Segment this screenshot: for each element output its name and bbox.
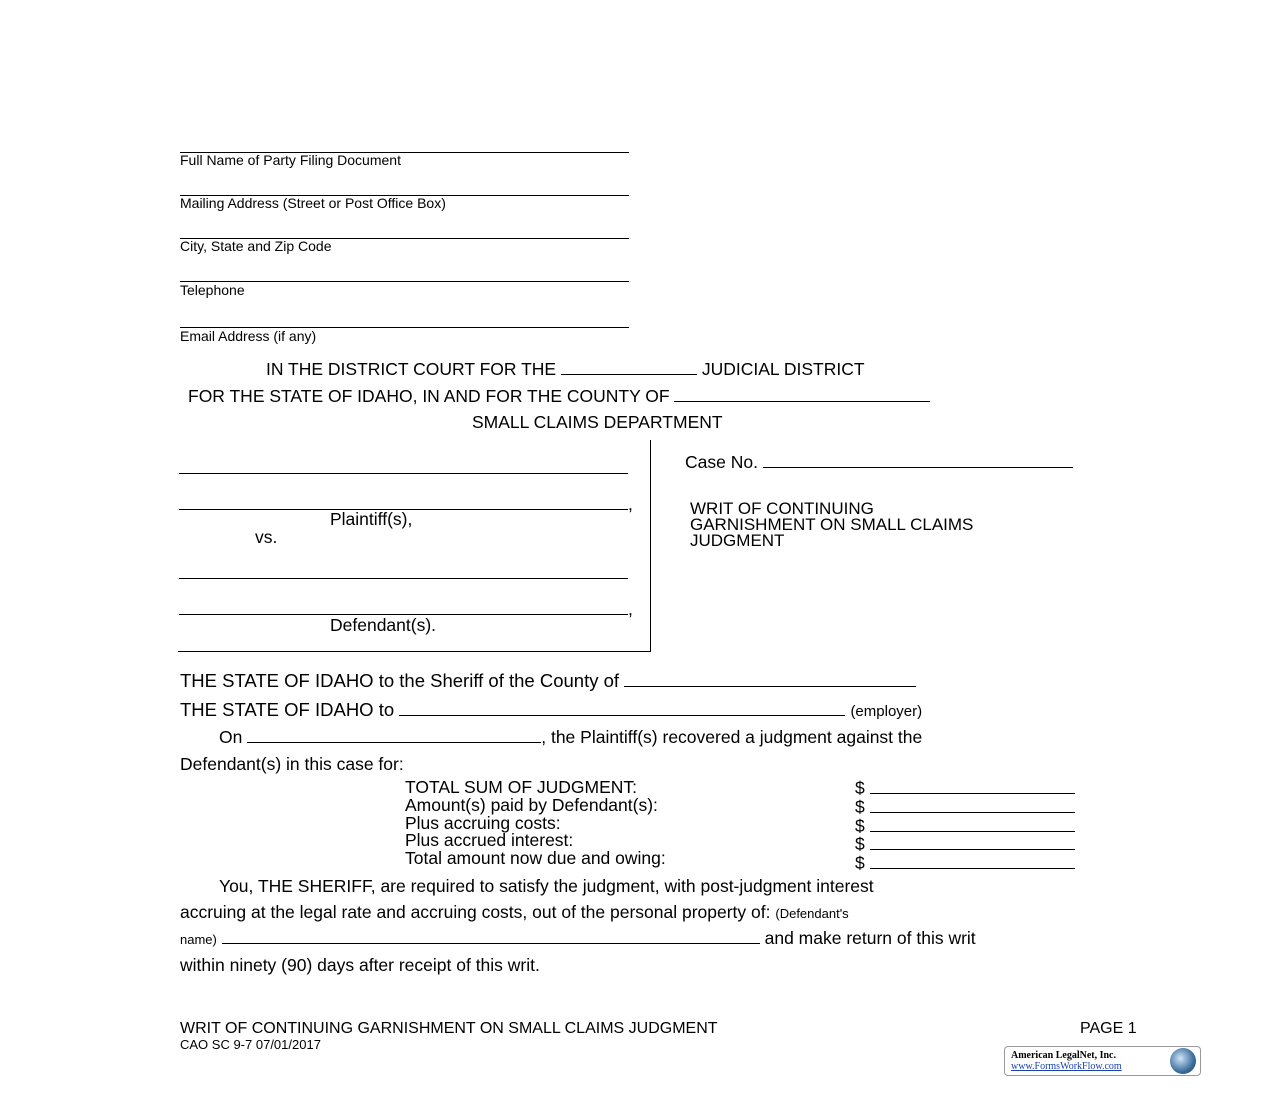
- employer-blank[interactable]: [399, 701, 845, 716]
- plaintiff-line-1[interactable]: [179, 473, 628, 474]
- employer-label: (employer): [850, 703, 923, 720]
- title-line: GARNISHMENT ON SMALL CLAIMS: [690, 515, 974, 534]
- case-no-blank[interactable]: [763, 453, 1073, 468]
- court-heading-3: SMALL CLAIMS DEPARTMENT: [472, 412, 723, 432]
- sheriff-text: THE STATE OF IDAHO to the Sheriff of the County of: [180, 670, 620, 691]
- logo-name: American LegalNet, Inc.: [1011, 1050, 1116, 1061]
- on-rest-text: , the Plaintiff(s) recovered a judgment against the: [541, 727, 923, 747]
- accrued-interest-blank[interactable]: [870, 835, 1075, 850]
- court-text-2: JUDICIAL DISTRICT: [701, 359, 865, 379]
- court-heading-1: [266, 359, 865, 380]
- email-label: Email Address (if any): [180, 328, 317, 344]
- american-legalnet-logo[interactable]: [1004, 1046, 1201, 1076]
- court-text: IN THE DISTRICT COURT FOR THE: [266, 359, 557, 379]
- sheriff-paragraph-4: within ninety (90) days after receipt of this writ.: [180, 955, 540, 975]
- defendant-name-blank[interactable]: [222, 929, 760, 944]
- amount-paid-blank[interactable]: [870, 798, 1075, 813]
- sheriff-paragraph-1: You, THE SHERIFF, are required to satisfy the judgment, with post-judgment interest: [219, 876, 874, 896]
- vs-label: vs.: [255, 527, 278, 547]
- name-hint: name): [180, 932, 217, 947]
- amount-label: TOTAL SUM OF JUDGMENT:: [405, 777, 638, 797]
- defendant-line-1[interactable]: [179, 578, 628, 579]
- on-text: On: [219, 727, 243, 747]
- telephone-label: Telephone: [180, 282, 245, 298]
- page-number: PAGE 1: [1080, 1020, 1137, 1037]
- caption-divider: [650, 440, 651, 651]
- sheriff-paragraph-2: [180, 902, 849, 923]
- accruing-costs-blank[interactable]: [870, 817, 1075, 832]
- form-id: CAO SC 9-7 07/01/2017: [180, 1037, 321, 1052]
- caption-bottom-rule: [178, 651, 651, 652]
- sheriff-line: [180, 670, 916, 692]
- case-number: [685, 452, 1073, 473]
- defendants-case: Defendant(s) in this case for:: [180, 754, 404, 774]
- total-judgment-blank[interactable]: [870, 779, 1075, 794]
- county-blank[interactable]: [674, 387, 930, 402]
- document-title: [690, 501, 973, 549]
- amount-label: Plus accruing costs:: [405, 812, 561, 833]
- comma: ,: [628, 599, 633, 619]
- judgment-line: [219, 727, 922, 748]
- county-text: FOR THE STATE OF IDAHO, IN AND FOR THE COUNTY OF: [188, 386, 670, 406]
- globe-icon: [1170, 1048, 1196, 1074]
- logo-url-link[interactable]: www.FormsWorkFlow.com: [1011, 1061, 1122, 1072]
- dollar-sign: $: [855, 796, 865, 817]
- dollar-sign: $: [855, 778, 865, 798]
- telephone-line[interactable]: [180, 281, 629, 282]
- judgment-date-blank[interactable]: [247, 728, 541, 743]
- p2-text: accruing at the legal rate and accruing costs, out of the personal property of:: [180, 902, 771, 922]
- total-due-blank[interactable]: [870, 854, 1075, 869]
- case-no-label: Case No.: [685, 452, 758, 472]
- employer-line: [180, 699, 922, 721]
- title-line: JUDGMENT: [690, 531, 785, 550]
- plaintiff-label: Plaintiff(s),: [330, 509, 413, 529]
- city-label: City, State and Zip Code: [180, 238, 332, 254]
- dollar-sign: $: [855, 853, 865, 874]
- amount-label: Plus accrued interest:: [405, 830, 574, 851]
- dollar-sign: $: [855, 834, 865, 855]
- name-label: Full Name of Party Filing Document: [180, 152, 401, 168]
- footer-title: WRIT OF CONTINUING GARNISHMENT ON SMALL CLAIMS JUDGMENT: [180, 1020, 718, 1037]
- amounts-values: [855, 779, 1075, 873]
- employer-text: THE STATE OF IDAHO to: [180, 699, 395, 720]
- district-blank[interactable]: [561, 360, 697, 375]
- dollar-sign: $: [855, 815, 865, 836]
- defendant-label: Defendant(s).: [330, 615, 437, 635]
- p3-text: and make return of this writ: [764, 928, 976, 948]
- defendant-name-hint: (Defendant's: [775, 906, 849, 921]
- amounts-labels: [405, 779, 666, 868]
- address-label: Mailing Address (Street or Post Office Box): [180, 195, 446, 211]
- amount-label: Amount(s) paid by Defendant(s):: [405, 794, 658, 815]
- title-line: WRIT OF CONTINUING: [690, 499, 874, 518]
- comma: ,: [628, 494, 633, 514]
- sheriff-county-blank[interactable]: [624, 672, 916, 687]
- court-heading-2: [188, 386, 930, 407]
- amount-label: Total amount now due and owing:: [405, 848, 666, 869]
- sheriff-paragraph-3: [180, 928, 976, 949]
